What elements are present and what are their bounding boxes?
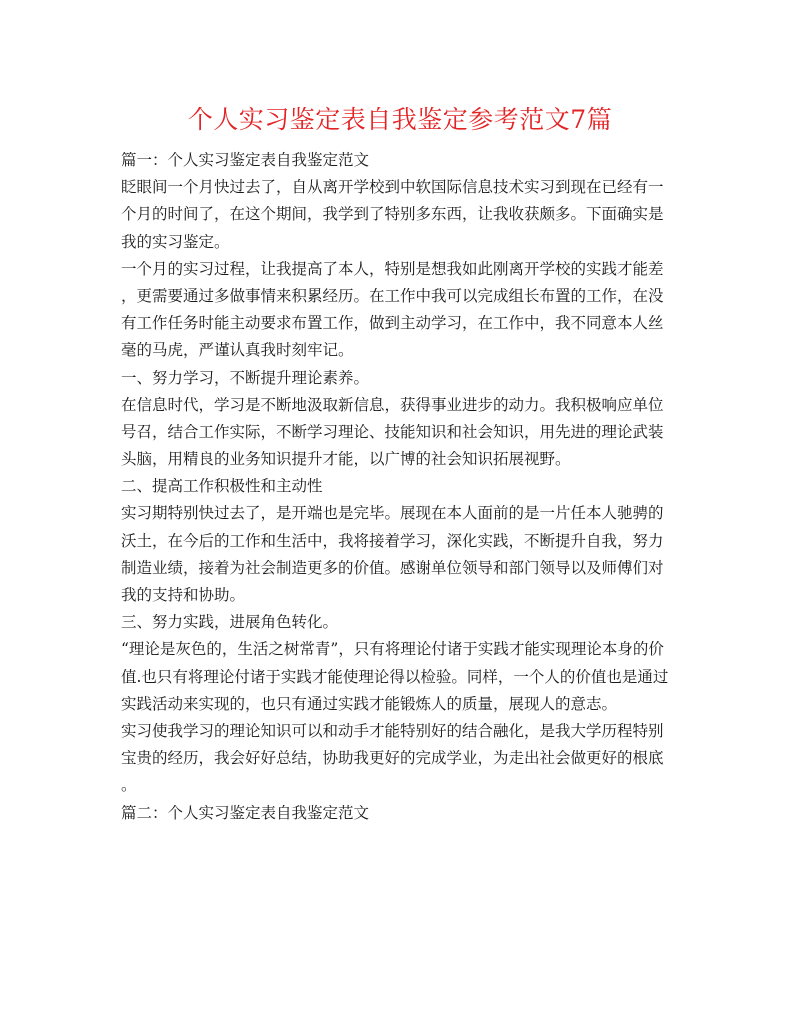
body-line: 个月的时间了，在这个期间，我学到了特别多东西，让我收获颇多。下面确实是	[121, 205, 664, 224]
document-body	[121, 147, 681, 827]
subsection-heading: 一、努力学习，不断提升理论素养。	[121, 368, 370, 387]
body-line: 我的支持和协助。	[121, 586, 246, 604]
body-line: 有工作任务时能主动要求布置工作，做到主动学习，在工作中，我不同意本人丝	[121, 314, 664, 333]
section-heading: 篇二：个人实习鉴定表自我鉴定范文	[121, 803, 370, 822]
document-title: 个人实习鉴定表自我鉴定参考范文7篇	[187, 105, 613, 134]
body-line: 实践活动来实现的，也只有通过实践才能锻炼人的质量，展现人的意志。	[121, 694, 618, 713]
body-line: 宝贵的经历，我会好好总结，协助我更好的完成学业，为走出社会做更好的根底	[121, 749, 664, 768]
body-line: 。	[121, 776, 137, 795]
subsection-heading: 三、努力实践，进展角色转化。	[121, 613, 339, 632]
body-line: 实习使我学习的理论知识可以和动手才能特别好的结合融化，是我大学历程特别	[121, 721, 664, 740]
body-line: 制造业绩，接着为社会制造更多的价值。感谢单位领导和部门领导以及师傅们对	[121, 558, 664, 577]
body-line: ，更需要通过多做事情来积累经历。在工作中我可以完成组长布置的工作，在没	[121, 286, 664, 305]
subsection-heading: 二、提高工作积极性和主动性	[121, 477, 323, 496]
section-heading: 篇一：个人实习鉴定表自我鉴定范文	[121, 151, 370, 169]
body-line: 毫的马虎，严谨认真我时刻牢记。	[121, 341, 354, 360]
body-line: 我的实习鉴定。	[121, 232, 230, 251]
body-line: 沃土，在今后的工作和生活中，我将接着学习，深化实践，不断提升自我，努力	[121, 531, 664, 550]
body-line: 一个月的实习过程，让我提高了本人，特别是想我如此刚离开学校的实践才能差	[121, 259, 664, 278]
body-line: 头脑，用精良的业务知识提升才能，以广博的社会知识拓展视野。	[121, 450, 571, 469]
body-line: 实习期特别快过去了，是开端也是完毕。展现在本人面前的是一片任本人驰骋的	[121, 504, 664, 523]
body-line: 值.也只有将理论付诸于实践才能使理论得以检验。同样，一个人的价值也是通过	[121, 667, 669, 686]
body-line: 眨眼间一个月快过去了，自从离开学校到中软国际信息技术实习到现在已经有一	[121, 178, 664, 197]
body-line: “理论是灰色的，生活之树常青”，只有将理论付诸于实践才能实现理论本身的价	[121, 640, 664, 659]
body-line: 在信息时代，学习是不断地汲取新信息，获得事业进步的动力。我积极响应单位	[121, 395, 664, 414]
body-line: 号召，结合工作实际，不断学习理论、技能知识和社会知识，用先进的理论武装	[121, 422, 664, 441]
